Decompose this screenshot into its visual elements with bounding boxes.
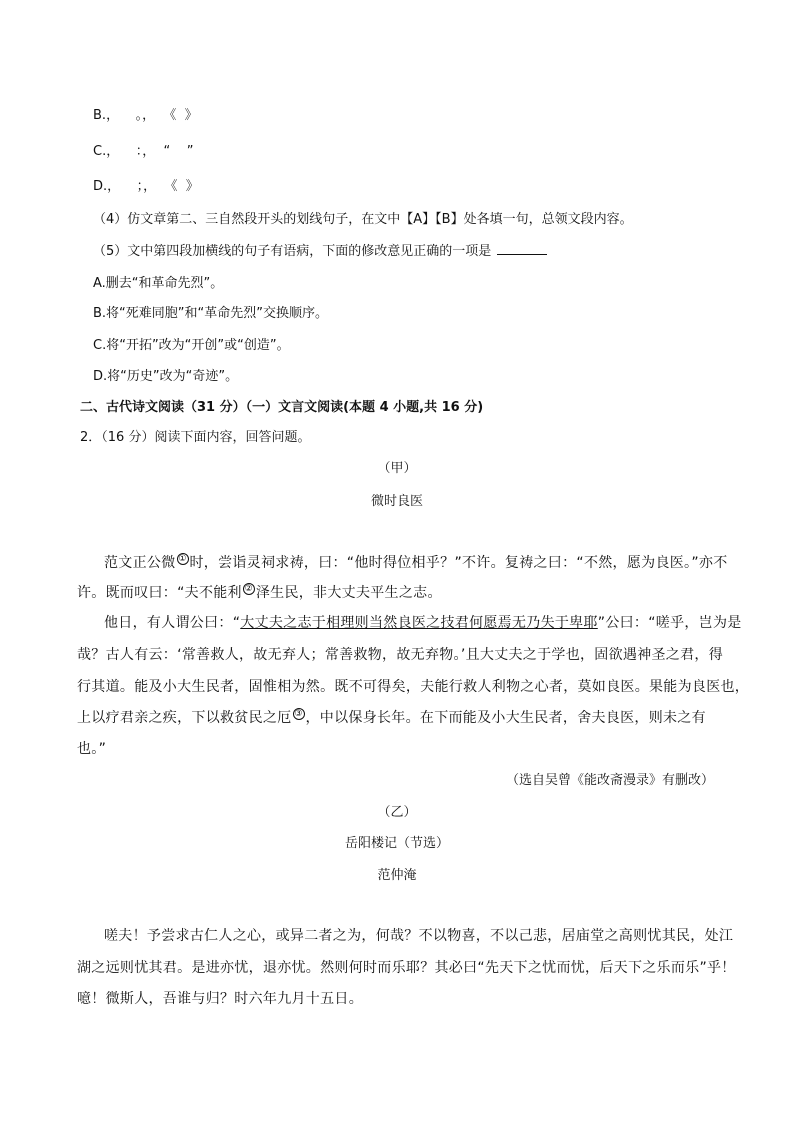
- footnote-marker: ②: [244, 584, 254, 595]
- passage-a-line: 也。”: [77, 741, 107, 757]
- option-marks: ， ：， “ ”: [106, 144, 194, 159]
- footnote-marker: ③: [294, 709, 303, 720]
- passage-a-line: 范文正公微 ① 时，尝诣灵祠求祷，曰：“他时得位相乎？”不许。复祷之曰：“不然，愿为良医。”亦不: [104, 554, 728, 571]
- passage-b-author: 范仲淹: [377, 868, 417, 883]
- option-marks: ， 。， 《 》: [106, 108, 198, 123]
- answer-blank: [497, 243, 547, 255]
- option-d: [93, 175, 199, 194]
- passage-a-title: 微时良医: [370, 494, 423, 509]
- question-2-intro: 2．（16 分）阅读下面内容，回答问题。: [80, 430, 311, 445]
- question-4: （4）仿文章第二、三自然段开头的划线句子，在文中【A】【B】处各填一句，总领文段内容。: [93, 212, 633, 227]
- passage-a-line: 上以疗君亲之疾，下以救贫民之厄 ③ ，中以保身长年。在下而能及小大生民者，舍夫良医，则未之有: [77, 709, 706, 726]
- q5-option-d: D.将“历史”改为“奇迹”。: [93, 369, 239, 384]
- option-c: [93, 140, 194, 159]
- passage-b-line: 嗟夫！予尝求古仁人之心，或异二者之为，何哉？不以物喜，不以己悲，居庙堂之高则忧其民，处江: [104, 928, 734, 944]
- option-label: B.: [93, 108, 107, 123]
- question-5-text: （5）文中第四段加横线的句子有语病，下面的修改意见正确的一项是: [93, 244, 492, 259]
- option-marks: ， ；， 《 》: [107, 179, 199, 194]
- passage-a-line: 许。既而叹曰：“夫不能利 ② 泽生民，非大丈夫平生之志。: [77, 584, 442, 601]
- q5-option-a: A.删去“和革命先烈”。: [93, 276, 224, 291]
- passage-b-line: 湖之远则忧其君。是进亦忧，退亦忧。然则何时而乐耶？其必曰“先天下之忧而忧，后天下之乐而乐”乎！: [77, 960, 736, 976]
- option-label: C.: [93, 144, 107, 159]
- q5-option-b: B.将“死难同胞”和“革命先烈”交换顺序。: [93, 306, 328, 321]
- option-label: D.: [93, 179, 108, 194]
- passage-b-label: （乙）: [377, 805, 417, 820]
- q5-option-c: C.将“开拓”改为“开创”或“创造”。: [93, 338, 290, 353]
- footnote-marker: ①: [178, 554, 187, 565]
- passage-a-line: 他日，有人谓公曰：“大丈夫之志于相理则当然良医之技君何愿焉无乃失于卑耶”公曰：“嗟乎，岂为是: [104, 615, 742, 631]
- section-heading: 二、古代诗文阅读（31 分）（一）文言文阅读(本题 4 小题,共 16 分): [80, 400, 484, 415]
- passage-a-source: （选自吴曾《能改斋漫录》有删改）: [505, 773, 714, 788]
- passage-b-title: 岳阳楼记（节选）: [344, 836, 449, 851]
- passage-b-line: 噫！微斯人，吾谁与归？时六年九月十五日。: [77, 991, 363, 1007]
- passage-a-label: （甲）: [377, 461, 417, 476]
- passage-a-line: 哉？古人有云：‘常善救人，故无弃人；常善救物，故无弃物。’且大丈夫之于学也，固欲遇神圣之君，得: [77, 647, 723, 663]
- underlined-sentence: 大丈夫之志于相理则当然良医之技君何愿焉无乃失于卑耶: [240, 615, 598, 631]
- question-5: [93, 240, 547, 259]
- option-b: [93, 104, 198, 123]
- passage-a-line: 行其道。能及小大生民者，固惟相为然。既不可得矣，夫能行救人利物之心者，莫如良医。果能为良医也，: [77, 679, 750, 695]
